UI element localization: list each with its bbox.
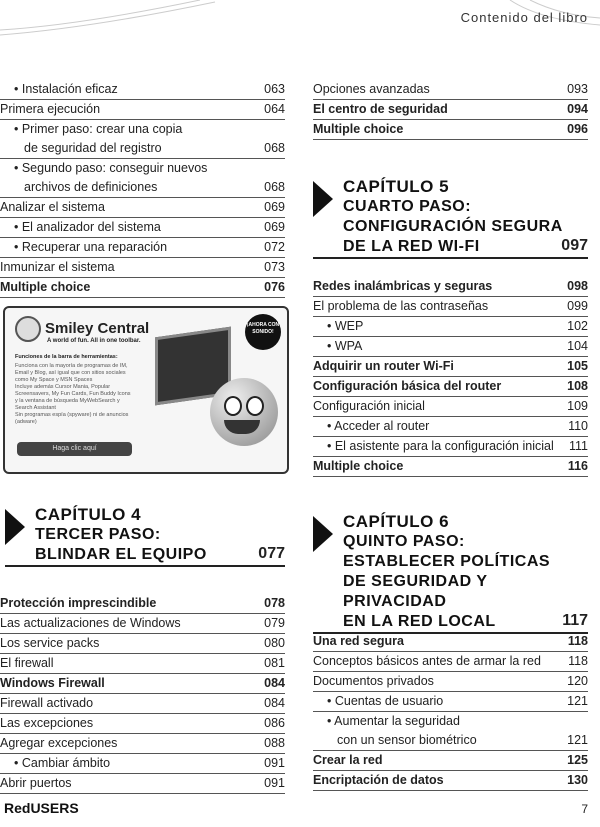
toc-entry[interactable]	[0, 594, 285, 614]
chapter-title-line: CUARTO PASO:	[343, 198, 472, 215]
toc-entry-page: 125	[567, 753, 588, 767]
toc-entry[interactable]	[0, 774, 285, 794]
smiley-icon	[15, 316, 41, 342]
toc-entry[interactable]	[0, 278, 285, 298]
toc-entry-page: 118	[567, 634, 588, 648]
toc-entry-page: 093	[567, 82, 588, 96]
toc-entry[interactable]	[0, 218, 285, 238]
toc-entry[interactable]	[313, 751, 588, 771]
toc-entry-title: Adquirir un router Wi-Fi	[313, 359, 454, 373]
toc-entry[interactable]	[313, 771, 588, 791]
toc-entry-page: 130	[567, 773, 588, 787]
toc-entry-title: • El analizador del sistema	[14, 220, 161, 234]
toc-entry[interactable]	[0, 734, 285, 754]
decorative-swirl-left	[0, 0, 220, 40]
toc-entry-page: 084	[264, 696, 285, 710]
toc-entry[interactable]	[313, 692, 588, 712]
ad-logo: Smiley Central	[15, 316, 149, 342]
chapter-number: CAPÍTULO 6	[343, 512, 450, 531]
chapter-title-line: DE SEGURIDAD Y PRIVACIDAD	[343, 573, 488, 610]
toc-entry-page: 068	[264, 180, 285, 194]
toc-entry[interactable]	[0, 159, 285, 198]
chapter-title-line: EN LA RED LOCAL	[343, 613, 496, 630]
toc-entry[interactable]	[313, 120, 588, 140]
toc-entry-line: • Segundo paso: conseguir nuevos	[14, 161, 208, 175]
toc-entry-title: Multiple choice	[0, 280, 91, 294]
chapter-page: 077	[258, 545, 285, 562]
toc-entry-page: 091	[264, 776, 285, 790]
toc-entry-page: 110	[568, 419, 588, 433]
chapter-page: 097	[561, 237, 588, 254]
toc-entry[interactable]	[313, 357, 588, 377]
toc-entry-page: 105	[567, 359, 588, 373]
toc-entry[interactable]	[0, 258, 285, 278]
toc-entry[interactable]	[313, 457, 588, 477]
toc-entry[interactable]	[0, 238, 285, 258]
toc-entry-title: Opciones avanzadas	[313, 82, 430, 96]
chapter-4-heading	[5, 505, 285, 567]
toc-entry[interactable]	[0, 654, 285, 674]
toc-entry-page: 102	[567, 319, 588, 333]
publisher-logo: RedUSERS	[4, 800, 79, 816]
toc-entry-title: Primera ejecución	[0, 102, 101, 116]
toc-entry-title: El centro de seguridad	[313, 102, 448, 116]
toc-entry[interactable]	[313, 100, 588, 120]
toc-entry[interactable]	[313, 437, 588, 457]
toc-entry-page: 076	[264, 280, 285, 294]
toc-entry-title: • Cuentas de usuario	[327, 694, 444, 708]
toc-entry-page: 063	[264, 82, 285, 96]
toc-entry-title: Multiple choice	[313, 459, 404, 473]
toc-entry-title: • Instalación eficaz	[14, 82, 118, 96]
toc-entry[interactable]	[313, 417, 588, 437]
toc-list-right-top	[313, 80, 588, 140]
toc-entry-title: Una red segura	[313, 634, 405, 648]
toc-entry-page: 084	[264, 676, 285, 690]
toc-entry-page: 073	[264, 260, 285, 274]
toc-entry-title: • WEP	[327, 319, 364, 333]
toc-entry-page: 116	[567, 459, 588, 473]
chapter-number: CAPÍTULO 4	[35, 505, 142, 524]
toc-entry[interactable]	[0, 614, 285, 634]
toc-entry[interactable]	[313, 297, 588, 317]
toc-entry-page: 098	[567, 279, 588, 293]
toc-entry[interactable]	[0, 674, 285, 694]
toc-entry-title: Configuración inicial	[313, 399, 425, 413]
toc-entry-page: 080	[264, 636, 285, 650]
toc-entry[interactable]	[313, 337, 588, 357]
toc-entry[interactable]	[313, 377, 588, 397]
toc-entry[interactable]	[313, 80, 588, 100]
toc-entry-title: Analizar el sistema	[0, 200, 105, 214]
smiley-central-advertisement[interactable]	[3, 306, 289, 474]
toc-entry-page: 121	[567, 694, 588, 708]
toc-entry[interactable]	[0, 80, 285, 100]
toc-entry[interactable]	[0, 198, 285, 218]
toc-entry-title: Protección imprescindible	[0, 596, 157, 610]
smiley-face-illustration	[210, 378, 278, 446]
chapter-marker-icon	[313, 516, 333, 552]
chapter-6-heading	[313, 512, 588, 634]
toc-entry-title: • WPA	[327, 339, 363, 353]
ad-click-button[interactable]: Haga clic aquí	[17, 442, 132, 456]
toc-entry-line: de seguridad del registro	[24, 141, 162, 155]
toc-entry-title: Multiple choice	[313, 122, 404, 136]
toc-entry[interactable]	[0, 754, 285, 774]
toc-entry-title: Conceptos básicos antes de armar la red	[313, 654, 541, 668]
chapter-title-line: TERCER PASO:	[35, 526, 161, 543]
toc-entry-page: 078	[264, 596, 285, 610]
toc-entry-title: Las excepciones	[0, 716, 94, 730]
ad-tagline: A world of fun. All in one toolbar.	[47, 338, 141, 344]
toc-entry-line: con un sensor biométrico	[337, 733, 477, 747]
toc-entry-page: 069	[264, 200, 285, 214]
toc-entry-line: • Primer paso: crear una copia	[14, 122, 183, 136]
toc-entry-page: 072	[264, 240, 285, 254]
chapter-title-line: ESTABLECER POLÍTICAS	[343, 553, 551, 570]
toc-entry-page: 120	[567, 674, 588, 688]
chapter-page: 117	[562, 612, 588, 629]
toc-entry-title: El problema de las contraseñas	[313, 299, 489, 313]
toc-entry-title: Documentos privados	[313, 674, 434, 688]
toc-entry-title: Agregar excepciones	[0, 736, 118, 750]
chapter-title-line: BLINDAR EL EQUIPO	[35, 546, 207, 563]
toc-list-left-bottom	[0, 594, 285, 794]
toc-entry-title: • Recuperar una reparación	[14, 240, 168, 254]
chapter-title-line: QUINTO PASO:	[343, 533, 465, 550]
toc-entry-page: 068	[264, 141, 285, 155]
toc-entry[interactable]	[313, 277, 588, 297]
toc-entry-title: Encriptación de datos	[313, 773, 444, 787]
chapter-number: CAPÍTULO 5	[343, 177, 450, 196]
toc-entry-title: Windows Firewall	[0, 676, 105, 690]
toc-entry-page: 079	[264, 616, 285, 630]
toc-entry[interactable]	[313, 672, 588, 692]
toc-entry-page: 088	[264, 736, 285, 750]
toc-entry-title: Configuración básica del router	[313, 379, 502, 393]
toc-entry[interactable]	[0, 714, 285, 734]
toc-entry-title: • Cambiar ámbito	[14, 756, 111, 770]
toc-entry-title: Abrir puertos	[0, 776, 72, 790]
toc-list-left-top	[0, 80, 285, 298]
toc-entry[interactable]	[0, 100, 285, 120]
toc-entry-page: 069	[264, 220, 285, 234]
toc-entry-page: 109	[567, 399, 588, 413]
toc-entry-line: • Aumentar la seguridad	[327, 714, 460, 728]
toc-entry[interactable]	[0, 634, 285, 654]
toc-list-right-bottom	[313, 632, 588, 791]
toc-entry[interactable]	[0, 120, 285, 159]
toc-entry-page: 108	[567, 379, 588, 393]
chapter-marker-icon	[5, 509, 25, 545]
toc-entry[interactable]	[313, 712, 588, 751]
toc-entry-page: 099	[567, 299, 588, 313]
toc-entry[interactable]	[0, 694, 285, 714]
chapter-title-line: DE LA RED WI-FI	[343, 238, 480, 255]
toc-entry-page: 081	[264, 656, 285, 670]
running-header: Contenido del libro	[460, 10, 588, 25]
toc-entry[interactable]	[313, 632, 588, 652]
toc-entry-title: El firewall	[0, 656, 54, 670]
ad-badge: ¡AHORA CON SONIDO!	[245, 314, 281, 350]
toc-entry-title: • El asistente para la configuración inicial	[327, 439, 554, 453]
toc-entry-title: Redes inalámbricas y seguras	[313, 279, 493, 293]
toc-entry-title	[313, 712, 556, 750]
toc-entry-page: 091	[264, 756, 285, 770]
toc-entry-title: Inmunizar el sistema	[0, 260, 115, 274]
toc-entry-page: 096	[567, 122, 588, 136]
toc-entry-page: 121	[567, 733, 588, 747]
toc-entry-page: 104	[567, 339, 588, 353]
toc-entry-page: 094	[567, 102, 588, 116]
toc-entry-line: archivos de definiciones	[24, 180, 158, 194]
toc-entry-page: 086	[264, 716, 285, 730]
toc-entry-title: Los service packs	[0, 636, 100, 650]
toc-entry-title: Las actualizaciones de Windows	[0, 616, 181, 630]
toc-entry-page: 064	[264, 102, 285, 116]
toc-entry-title: Firewall activado	[0, 696, 94, 710]
chapter-5-heading	[313, 177, 588, 259]
toc-entry-title: Crear la red	[313, 753, 383, 767]
chapter-title-line: CONFIGURACIÓN SEGURA	[343, 218, 563, 235]
toc-entry-page: 118	[568, 654, 588, 668]
toc-list-right-mid	[313, 277, 588, 477]
toc-entry-title: • Acceder al router	[327, 419, 430, 433]
toc-entry[interactable]	[313, 397, 588, 417]
ad-features: Funciones de la barra de herramientas: Funciona con la mayoría de programas de IM, Email y Blog, así igual que con sitios sociales como My Space y MSN Spaces Incluye además Cursor Mania, Popular Screensavers, My Fun Cards, Fun Buddy Icons y la ventana de búsqueda MyWebSearch y Search Assistant Sin programas espía (spyware) ni de anuncios (adware)	[15, 354, 131, 425]
toc-entry[interactable]	[313, 652, 588, 672]
toc-entry-title	[0, 159, 253, 197]
toc-entry-page: 111	[568, 439, 588, 453]
toc-entry-title	[0, 120, 253, 158]
toc-entry[interactable]	[313, 317, 588, 337]
chapter-marker-icon	[313, 181, 333, 217]
page-number: 7	[581, 802, 588, 816]
